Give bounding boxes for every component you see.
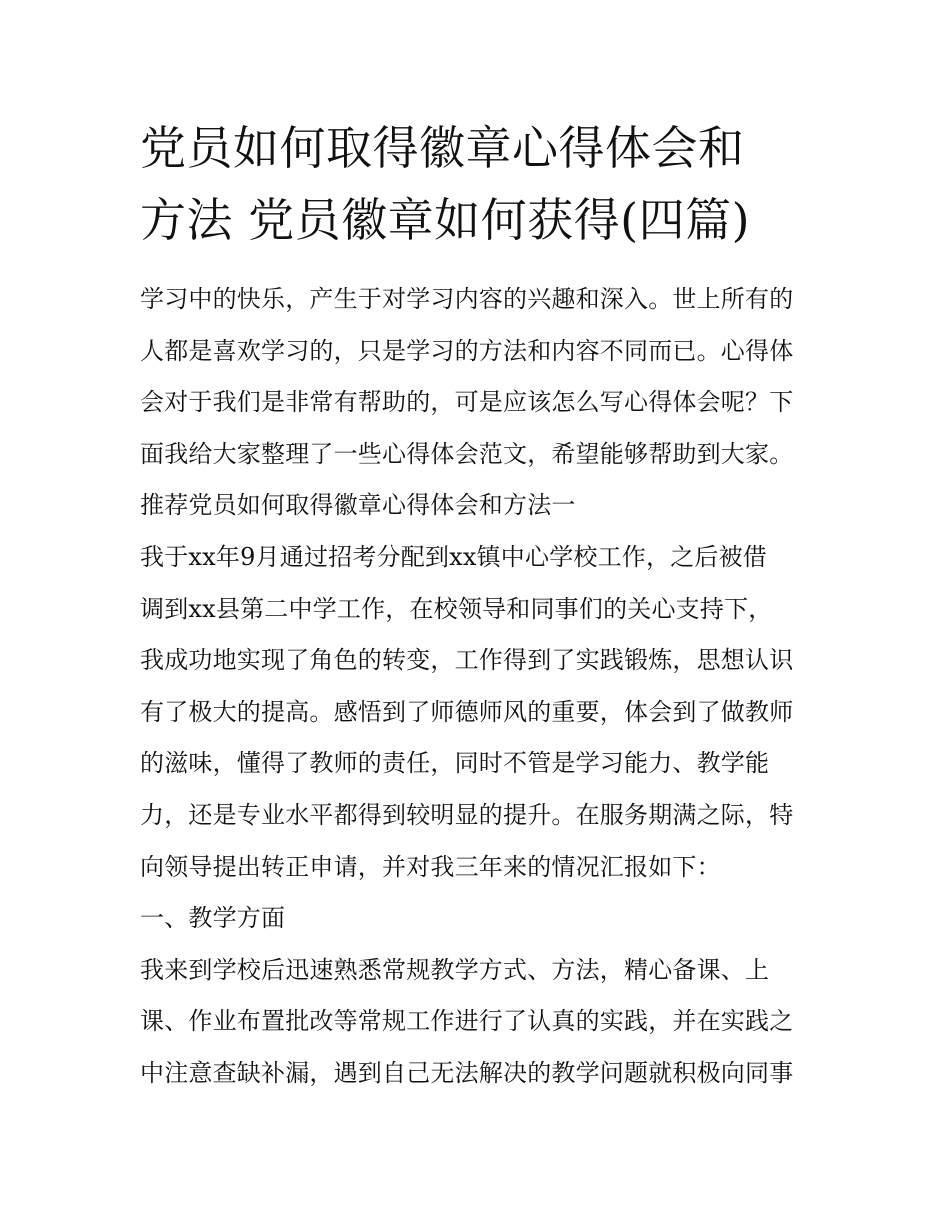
document-title bbox=[140, 112, 840, 256]
title-line-2: 方法 党员徽章如何获得(四篇) bbox=[140, 193, 751, 247]
text-line: 调到xx县第二中学工作，在校领导和同事们的关心支持下， bbox=[140, 594, 773, 623]
text-line: 我成功地实现了角色的转变，工作得到了实践锻炼，思想认识 bbox=[140, 646, 794, 675]
document-body bbox=[140, 274, 820, 1100]
section-heading: 一、教学方面 bbox=[140, 904, 286, 933]
text-line: 人都是喜欢学习的，只是学习的方法和内容不同而已。心得体 bbox=[140, 336, 794, 365]
text-line: 课、作业布置批改等常规工作进行了认真的实践，并在实践之 bbox=[140, 1007, 794, 1036]
text-line: 的滋味，懂得了教师的责任，同时不管是学习能力、教学能 bbox=[140, 749, 770, 778]
text-line: 我来到学校后迅速熟悉常规教学方式、方法，精心备课、上 bbox=[140, 955, 770, 984]
section-heading: 推荐党员如何取得徽章心得体会和方法一 bbox=[140, 491, 576, 520]
text-line: 有了极大的提高。感悟到了师德师风的重要，体会到了做教师 bbox=[140, 697, 794, 726]
text-line: 力，还是专业水平都得到较明显的提升。在服务期满之际，特 bbox=[140, 800, 794, 829]
text-line: 学习中的快乐，产生于对学习内容的兴趣和深入。世上所有的 bbox=[140, 285, 794, 313]
text-line: 中注意查缺补漏，遇到自己无法解决的教学问题就积极向同事 bbox=[140, 1058, 794, 1087]
text-line: 向领导提出转正申请，并对我三年来的情况汇报如下： bbox=[140, 852, 721, 881]
text-line: 面我给大家整理了一些心得体会范文，希望能够帮助到大家。 bbox=[140, 439, 794, 468]
title-line-1: 党员如何取得徽章心得体会和 bbox=[140, 121, 745, 175]
text-line: 我于xx年9月通过招考分配到xx镇中心学校工作，之后被借 bbox=[140, 542, 768, 571]
text-line: 会对于我们是非常有帮助的，可是应该怎么写心得体会呢？下 bbox=[140, 388, 794, 417]
